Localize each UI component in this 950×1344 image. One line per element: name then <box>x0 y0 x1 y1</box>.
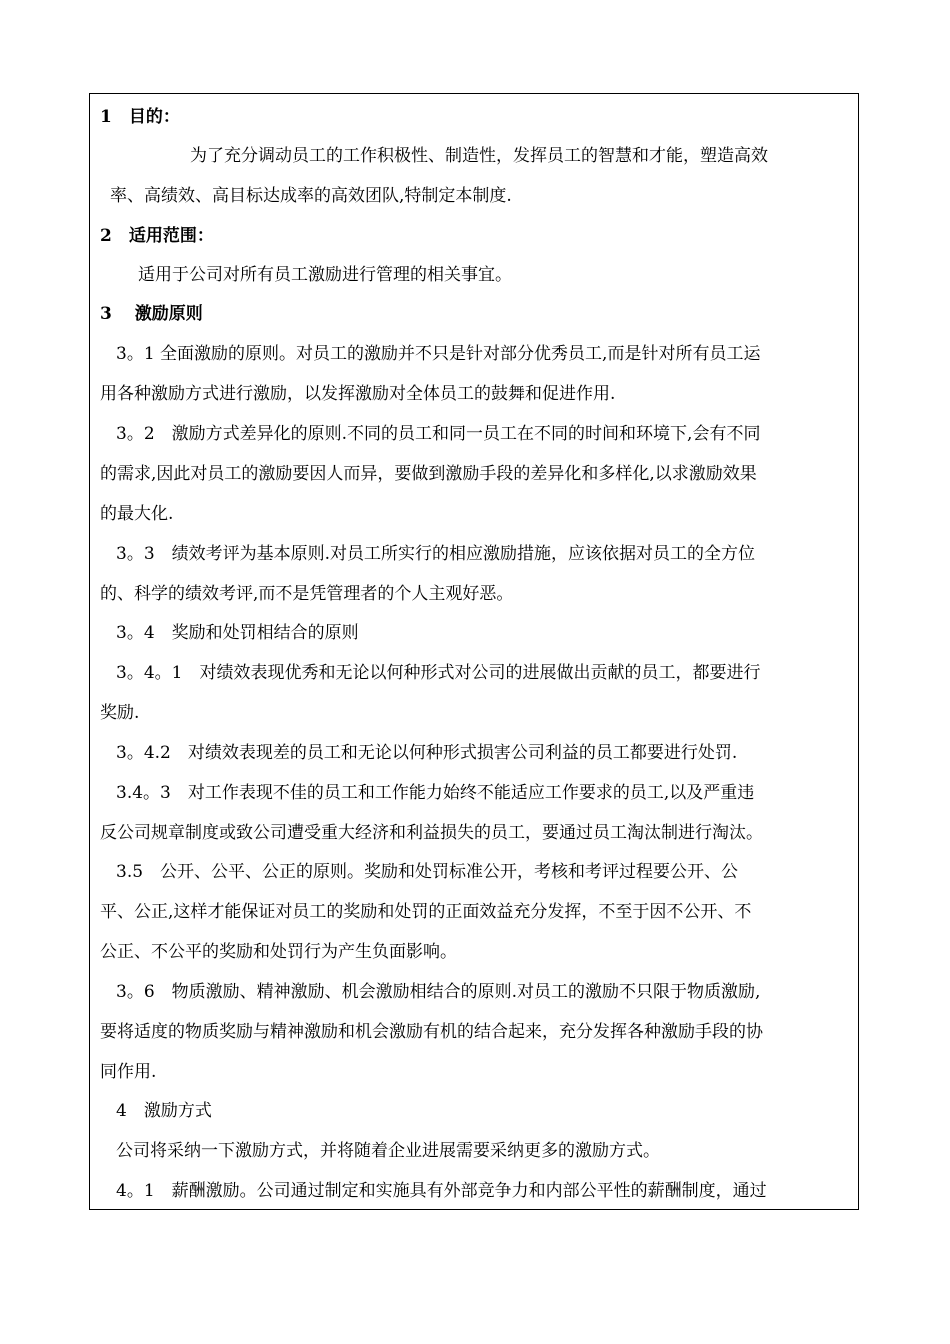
paragraph-line: 公正、不公平的奖励和处罚行为产生负面影响。 <box>100 942 457 962</box>
paragraph-line: 的、科学的绩效考评,而不是凭管理者的个人主观好恶。 <box>100 584 514 604</box>
paragraph-line: 3。1 全面激励的原则。对员工的激励并不只是针对部分优秀员工,而是针对所有员工运 <box>116 344 761 364</box>
paragraph-line: 同作用. <box>100 1062 157 1082</box>
paragraph-line: 奖励. <box>100 703 140 723</box>
paragraph-line: 3.5 公开、公平、公正的原则。奖励和处罚标准公开，考核和考评过程要公开、公 <box>116 862 739 882</box>
paragraph-line: 反公司规章制度或致公司遭受重大经济和利益损失的员工，要通过员工淘汰制进行淘汰。 <box>100 823 763 843</box>
paragraph-line: 用各种激励方式进行激励，以发挥激励对全体员工的鼓舞和促进作用. <box>100 384 616 404</box>
paragraph-line: 的最大化. <box>100 504 174 524</box>
paragraph-line: 的需求,因此对员工的激励要因人而异，要做到激励手段的差异化和多样化,以求激励效果 <box>100 464 757 484</box>
paragraph-line: 3。4.2 对绩效表现差的员工和无论以何种形式损害公司利益的员工都要进行处罚. <box>116 743 738 763</box>
paragraph-line: 3.4。3 对工作表现不佳的员工和工作能力始终不能适应工作要求的员工,以及严重违 <box>116 783 755 803</box>
heading-methods: 4 激励方式 <box>116 1101 212 1121</box>
paragraph-line: 3。2 激励方式差异化的原则.不同的员工和同一员工在不同的时间和环境下,会有不同 <box>116 424 761 444</box>
paragraph-line: 3。3 绩效考评为基本原则.对员工所实行的相应激励措施，应该依据对员工的全方位 <box>116 544 756 564</box>
paragraph-line: 平、公正,这样才能保证对员工的奖励和处罚的正面效益充分发挥，不至于因不公开、不 <box>100 902 752 922</box>
paragraph-line: 公司将采纳一下激励方式，并将随着企业进展需要采纳更多的激励方式。 <box>116 1141 660 1161</box>
paragraph-line: 3。4 奖励和处罚相结合的原则 <box>116 623 359 643</box>
heading-principles: 3 激励原则 <box>100 304 203 324</box>
heading-scope: 2 适用范围： <box>100 226 214 246</box>
paragraph-line: 3。4。1 对绩效表现优秀和无论以何种形式对公司的进展做出贡献的员工，都要进行 <box>116 663 761 683</box>
paragraph-line: 要将适度的物质奖励与精神激励和机会激励有机的结合起来，充分发挥各种激励手段的协 <box>100 1022 763 1042</box>
paragraph-line: 为了充分调动员工的工作积极性、制造性，发挥员工的智慧和才能，塑造高效 <box>190 146 768 166</box>
paragraph-line: 4。1 薪酬激励。公司通过制定和实施具有外部竞争力和内部公平性的薪酬制度，通过 <box>116 1181 767 1201</box>
paragraph-line: 率、高绩效、高目标达成率的高效团队,特制定本制度. <box>110 186 512 206</box>
paragraph-line: 适用于公司对所有员工激励进行管理的相关事宜。 <box>138 265 512 285</box>
document-frame <box>89 93 859 1210</box>
paragraph-line: 3。6 物质激励、精神激励、机会激励相结合的原则.对员工的激励不只限于物质激励, <box>116 982 761 1002</box>
heading-purpose: 1 目的： <box>100 107 180 127</box>
